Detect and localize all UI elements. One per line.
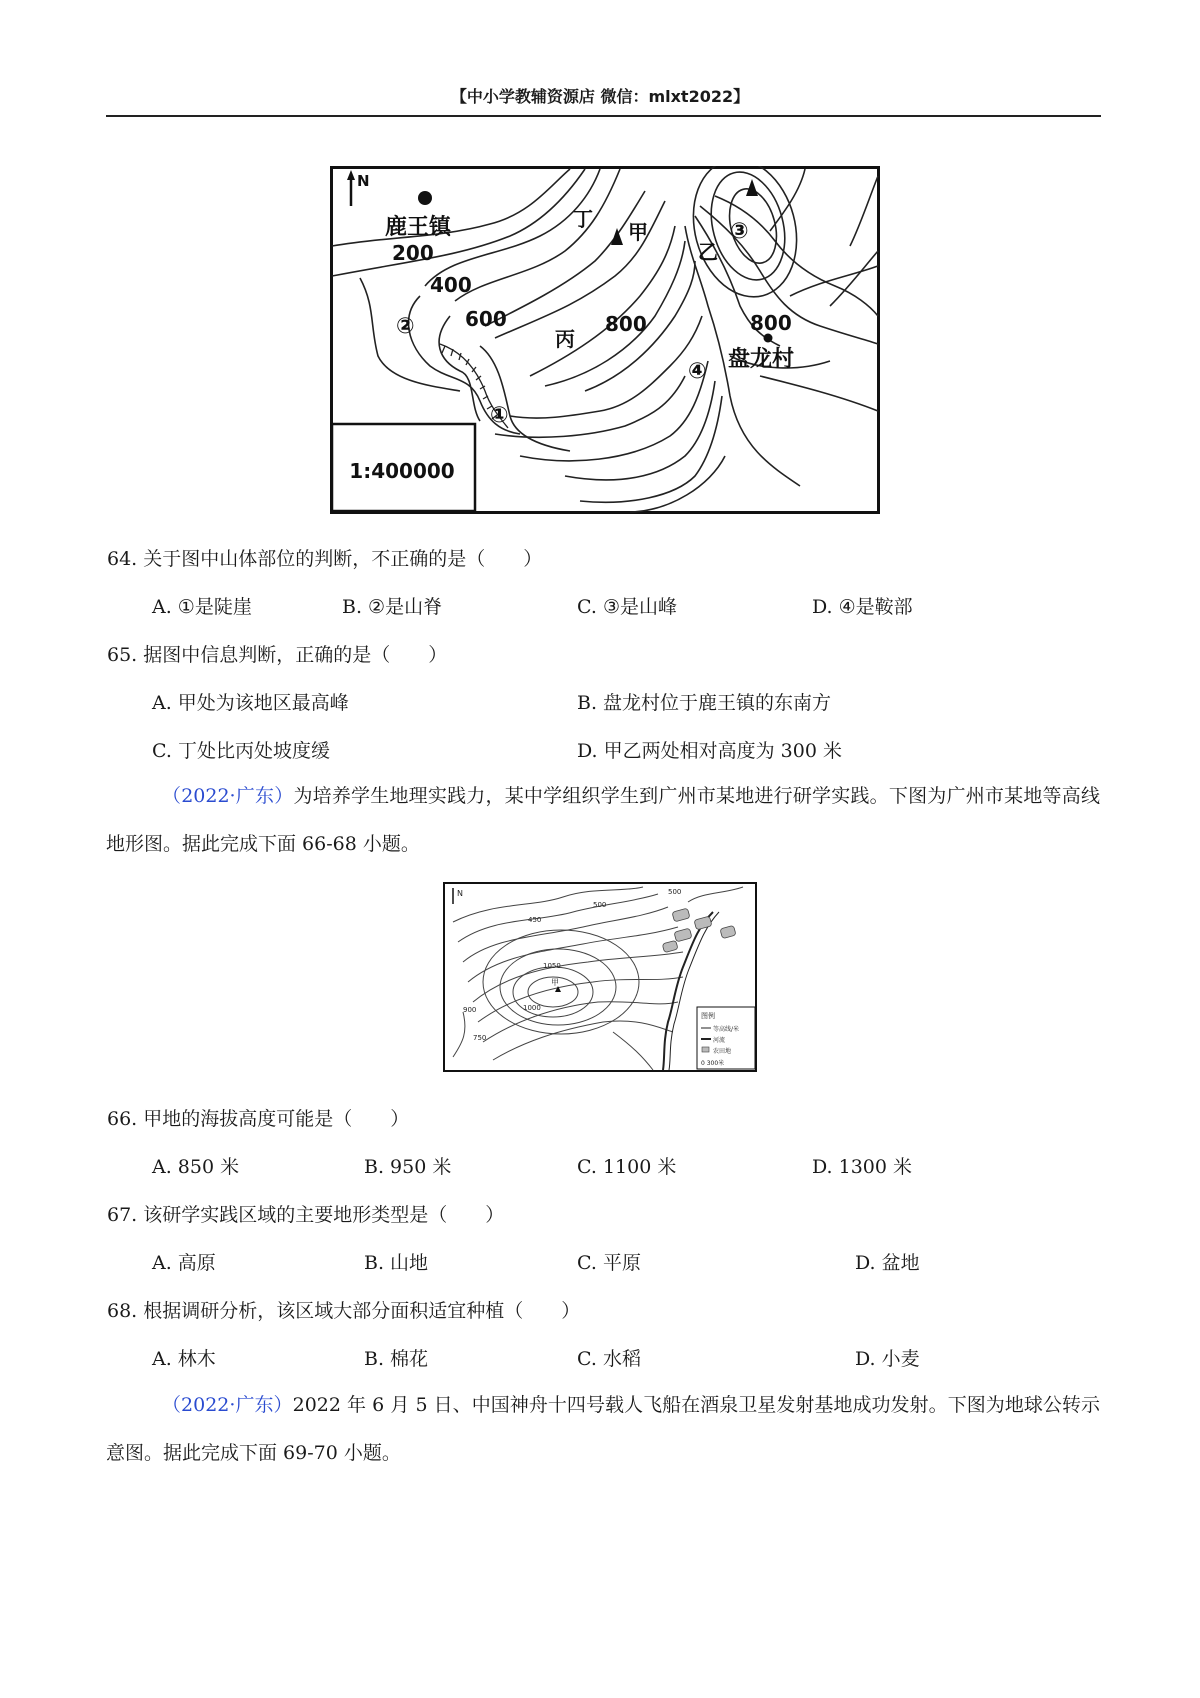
contour-label-200: 200 (392, 241, 434, 265)
question-64-stem: 64. 关于图中山体部位的判断，不正确的是（ ） (107, 548, 543, 570)
peak-jia-icon (611, 228, 623, 245)
q67-option-a: A. 高原 (152, 1252, 216, 1274)
marker-2: ② (396, 314, 415, 339)
map2-legend-scale: 0 300米 (701, 1060, 725, 1067)
map2-legend-title: 图例 (701, 1012, 715, 1020)
map2-contour-900: 900 (463, 1006, 477, 1014)
panlong-village-label: 盘龙村 (728, 347, 795, 372)
q68-option-b: B. 棉花 (364, 1348, 429, 1370)
marker-1: ① (490, 403, 509, 428)
map1-scale: 1:400000 (349, 459, 455, 483)
contour-label-600: 600 (465, 307, 507, 331)
contour-map-1 (330, 166, 880, 514)
q65-option-c: C. 丁处比丙处坡度缓 (152, 740, 330, 762)
q67-option-c: C. 平原 (577, 1252, 641, 1274)
q66-option-a: A. 850 米 (152, 1156, 240, 1178)
q66-option-c: C. 1100 米 (577, 1156, 677, 1178)
q65-option-b: B. 盘龙村位于鹿王镇的东南方 (577, 692, 832, 714)
question-68-stem: 68. 根据调研分析，该区域大部分面积适宜种植（ ） (107, 1300, 581, 1322)
q66-option-b: B. 950 米 (364, 1156, 452, 1178)
map2-contour-750: 750 (473, 1034, 487, 1042)
map2-contour-500: 500 (593, 901, 607, 909)
q65-option-d: D. 甲乙两处相对高度为 300 米 (577, 740, 842, 762)
map2-legend-farmland: 农田地 (713, 1048, 732, 1055)
map1-north-label: N (357, 172, 370, 190)
point-ding: 丁 (573, 207, 593, 231)
luwang-town-label: 鹿王镇 (385, 215, 452, 240)
point-jia: 甲 (628, 220, 648, 244)
intro-69-70-source: （2022·广东） (162, 1394, 293, 1416)
q68-option-a: A. 林木 (152, 1348, 216, 1370)
point-bing: 丙 (555, 327, 575, 351)
q67-option-b: B. 山地 (364, 1252, 429, 1274)
intro-66-68 (106, 772, 1100, 868)
luwang-town-dot (418, 191, 432, 205)
q64-option-a: A. ①是陡崖 (152, 596, 252, 618)
contour-label-400: 400 (430, 273, 472, 297)
page-header: 【中小学教辅资源店 微信：mlxt2022】 (450, 87, 750, 106)
peak-3-icon (746, 179, 758, 196)
contour-label-800a: 800 (605, 312, 647, 336)
q68-option-d: D. 小麦 (855, 1348, 920, 1370)
map2-contour-500b: 500 (668, 888, 682, 896)
question-65-stem: 65. 据图中信息判断，正确的是（ ） (107, 644, 448, 666)
marker-3: ③ (730, 219, 749, 244)
q67-option-d: D. 盆地 (855, 1252, 920, 1274)
q68-option-c: C. 水稻 (577, 1348, 641, 1370)
map2-contour-1000: 1000 (523, 1004, 541, 1012)
point-yi: 乙 (698, 240, 718, 264)
intro-66-68-text: 为培养学生地理实践力，某中学组织学生到广州市某地进行研学实践。下图为广州市某地等高线地形图。据此完成下面 66-68 小题。 (106, 785, 1100, 855)
map2-legend-river: 河流 (713, 1037, 726, 1044)
contour-label-800b: 800 (750, 311, 792, 335)
header-rule (106, 115, 1101, 117)
map2-contour-450: 450 (528, 916, 542, 924)
intro-69-70-text: 2022 年 6 月 5 日、中国神舟十四号载人飞船在酒泉卫星发射基地成功发射。下图为地球公转示意图。据此完成下面 69-70 小题。 (106, 1394, 1100, 1464)
q64-option-c: C. ③是山峰 (577, 596, 677, 618)
q65-option-a: A. 甲处为该地区最高峰 (152, 692, 349, 714)
contour-map-2 (443, 882, 757, 1072)
question-67-stem: 67. 该研学实践区域的主要地形类型是（ ） (107, 1204, 505, 1226)
intro-69-70 (106, 1381, 1100, 1477)
intro-66-68-source: （2022·广东） (162, 785, 294, 807)
q64-option-d: D. ④是鞍部 (812, 596, 913, 618)
map2-point-jia: 甲 (551, 978, 559, 987)
map2-legend-contour: 等高线/米 (713, 1026, 740, 1033)
marker-4: ④ (688, 359, 707, 384)
question-66-stem: 66. 甲地的海拔高度可能是（ ） (107, 1108, 410, 1130)
q64-option-b: B. ②是山脊 (342, 596, 443, 618)
map2-contour-1050: 1050 (543, 962, 561, 970)
map2-north-label: N (457, 889, 463, 898)
q66-option-d: D. 1300 米 (812, 1156, 913, 1178)
